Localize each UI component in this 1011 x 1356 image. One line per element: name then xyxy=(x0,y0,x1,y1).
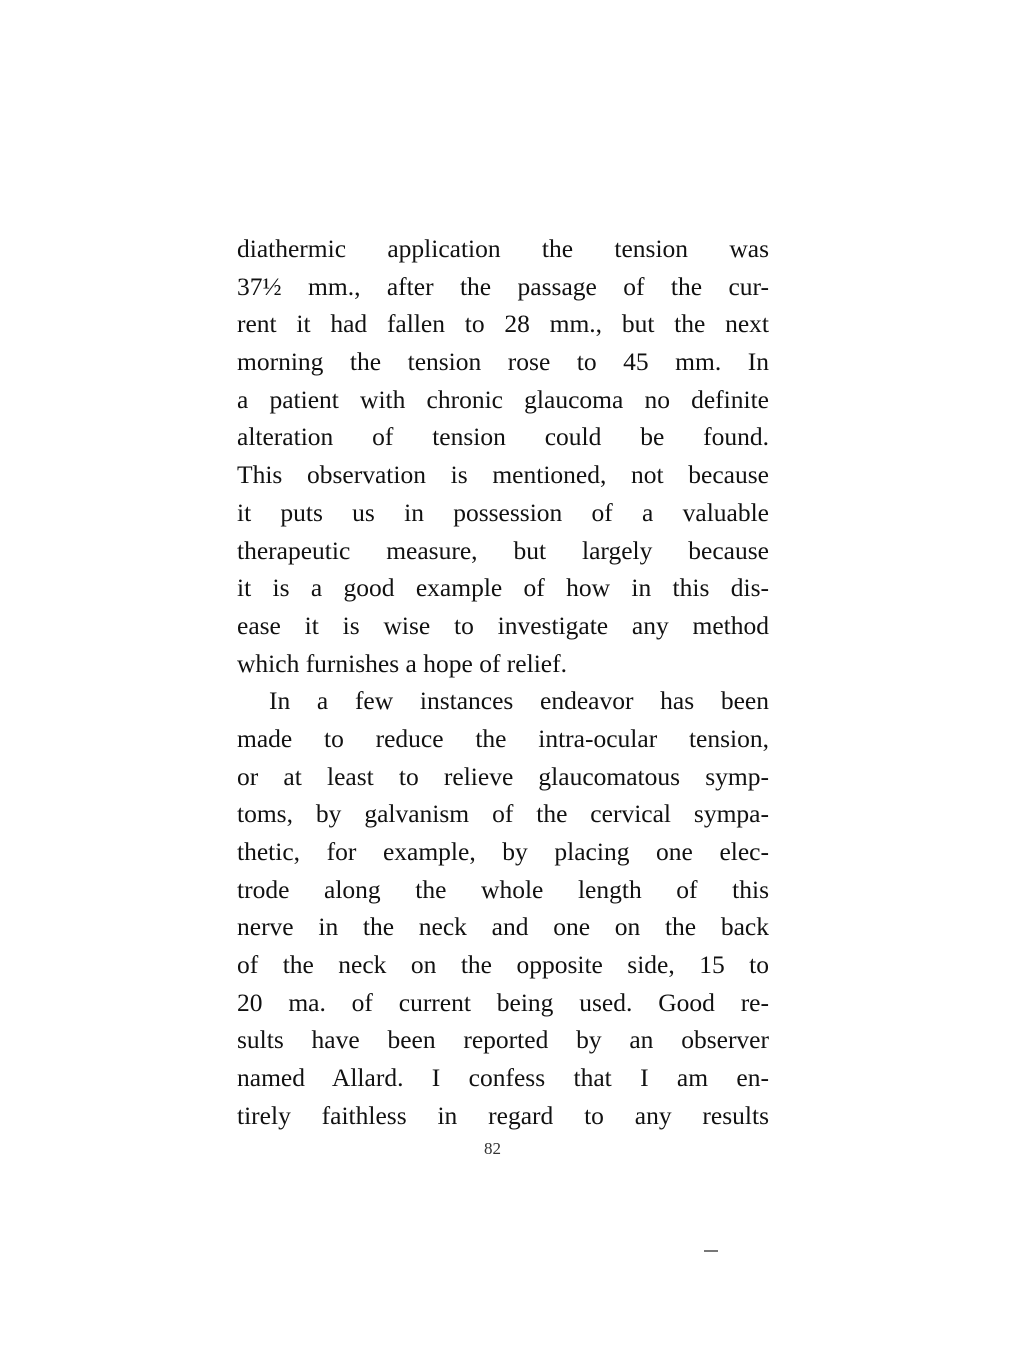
text-line: ease it is wise to investigate any method xyxy=(237,610,769,640)
text-line: named Allard. I confess that I am en- xyxy=(237,1063,769,1093)
text-line: alteration of tension could be found. xyxy=(237,422,769,452)
page-number: 82 xyxy=(484,1139,501,1158)
text-line: morning the tension rose to 45 mm. In xyxy=(237,347,769,377)
text-line: therapeutic measure, but largely because xyxy=(237,535,769,565)
text-line: made to reduce the intra-ocular tension, xyxy=(237,723,769,753)
text-line: a patient with chronic glaucoma no definite xyxy=(237,384,769,414)
paragraph-2 xyxy=(237,682,769,1134)
text-line: diathermic application the tension was xyxy=(237,234,769,263)
book-page-text xyxy=(237,230,769,1135)
text-line: of the neck on the opposite side, 15 to xyxy=(237,950,769,980)
text-line: tirely faithless in regard to any results xyxy=(237,1100,769,1130)
text-line: This observation is mentioned, not because xyxy=(237,460,769,490)
text-line: it puts us in possession of a valuable xyxy=(237,497,769,527)
paragraph-1 xyxy=(237,230,769,682)
text-line: toms, by galvanism of the cervical sympa- xyxy=(237,799,769,829)
text-line: it is a good example of how in this dis- xyxy=(237,573,769,603)
text-line: which furnishes a hope of relief. xyxy=(237,648,567,678)
text-line: 37½ mm., after the passage of the cur- xyxy=(237,271,769,301)
text-line: nerve in the neck and one on the back xyxy=(237,912,769,942)
text-line: rent it had fallen to 28 mm., but the next xyxy=(237,309,769,339)
text-line: In a few instances endeavor has been xyxy=(269,686,769,716)
text-line: sults have been reported by an observer xyxy=(237,1025,769,1055)
text-line: or at least to relieve glaucomatous symp- xyxy=(237,761,769,791)
text-line: thetic, for example, by placing one elec- xyxy=(237,837,769,866)
scan-speck xyxy=(704,1250,718,1252)
text-line: trode along the whole length of this xyxy=(237,874,769,904)
text-line: 20 ma. of current being used. Good re- xyxy=(237,987,769,1017)
